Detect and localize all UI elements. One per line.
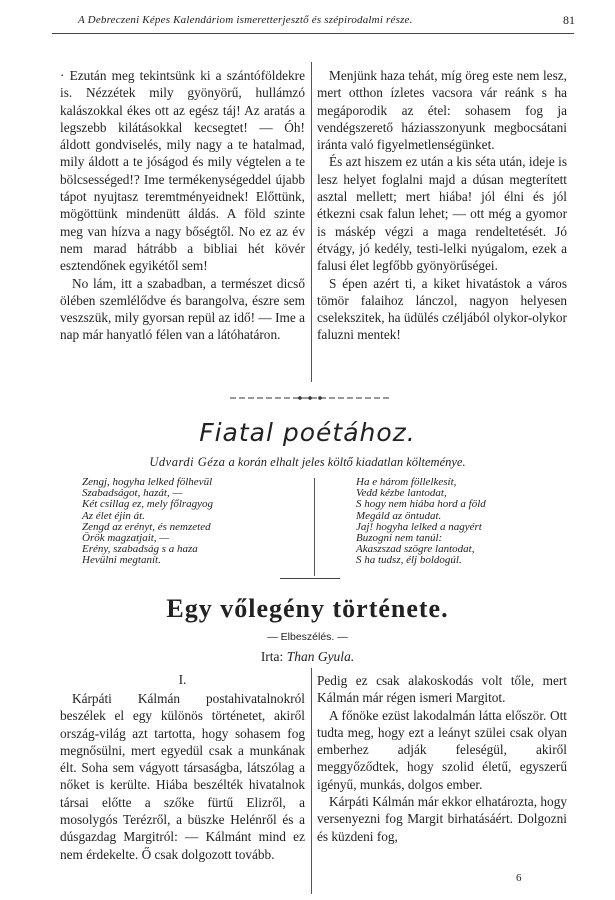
- signature-mark: 6: [516, 872, 522, 884]
- poem-subtitle: [0, 455, 615, 470]
- story-title: Egy vőlegény története.: [166, 594, 449, 623]
- upper-left-column: [60, 67, 305, 344]
- column-divider: [311, 668, 312, 894]
- story-left-column: [60, 690, 305, 863]
- story-genre: — Elbeszélés. —: [267, 631, 348, 643]
- paragraph: S épen azért ti, a kiket hivatástok a város tömör falaihoz lánczol, nagyon helyesen cselekszitek, ha üdülés czéljából olykor-olykor faluzni mentek!: [317, 275, 567, 343]
- paragraph: Kárpáti Kálmán postahivatalnokról beszélek el egy különös történetet, akiről ország-világ azt tartotta, hogy sohasem fog megnősülni, mert egyedül csak a munkának élt. Soha sem vágyott társaságba, látszólag a nőket is kerülte. Hiába beszélték hivatalnok társai előtte a szőke fürtű Elizről, a mosolygós Terézről, a büszke Helénről és a dúsgazdag Margitról: — Kálmánt mind ez nem érdekelte. Ő csak dolgozott tovább.: [60, 691, 305, 862]
- paragraph: Pedig ez csak alakoskodás volt tőle, mert Kálmán már régen ismeri Margitot.: [317, 673, 567, 706]
- paragraph: Kárpáti Kálmán már ekkor elhatározta, hogy versenyezni fog Margit birhatásáért. Dolgozni és küzdeni fog,: [317, 794, 567, 844]
- paragraph: · Ezután meg tekintsünk ki a szántóföldekre is. Nézzétek mily gyönyörű, hullámzó kalászokkal ékes ott az egész táj! Az aratás a legszebb kilátásokkal kecsegtet! — Óh! áldott gondviselés, mily nagy a te hatalmad, mily áldott a te jóságod és mily végtelen a te bölcsességed!? Ime termékenységeddel újabb tápot nyujtasz teremtményeidnek! Előttünk, mögöttünk mindenütt áldás. A föld szinte meg van hízva a nagy bőségtől. No ez az év nem marad hátrább a bibliai hét kövér esztendőnek egyikétől sem!: [60, 68, 305, 274]
- poem-divider: [314, 478, 315, 576]
- paragraph: És azt hiszem ez után a kis séta után, ideje is lesz helyet foglalni majd a dúsan megterített asztal mellett; mert hiába! jól élni és jól étkezni csak falun lehet; — ott még a gyomor is máskép végzi a maga rendeltetését. Jó étvágy, jó kedély, testi-lelki nyúgalom, ezek a falusi élet legfőbb gyönyörűségei.: [317, 154, 567, 274]
- poem-left-stanza: Zengj, hogyha lelked fölhevül Szabadságot, hazát, — Két csillag ez, mely főlragyog Az élet éjin át. Zengd az erényt, és nemzeted Örök magzatjait, — Erény, szabadság s a haza Hevülni megtanít.: [82, 476, 214, 567]
- chapter-number: I.: [178, 672, 187, 687]
- story-right-column: [317, 672, 567, 845]
- ornament-divider: [230, 396, 390, 400]
- poem-author: Udvardi Géza: [149, 455, 226, 469]
- paragraph: No lám, itt a szabadban, a természet dicső ölében szemlélődve és barangolva, észre sem veszszük, mily gyorsan repül az idő! — Ime a nap már hanyatló félen van a látóhatáron.: [60, 275, 305, 343]
- running-header: A Debreczeni Képes Kalendáriom ismeretterjesztő és szépirodalmi része.: [78, 14, 413, 26]
- poem-title: Fiatal poétához.: [199, 418, 416, 447]
- section-rule: [280, 578, 340, 579]
- paragraph: A főnöke ezüst lakodalmán látta először. Ott tudta meg, hogy ezt a leányt szülei csak olyan emberhez adják feleségül, akiről meggyőződtek, hogy szolid életű, egyszerű igényű, munkás, dolgos ember.: [317, 707, 567, 792]
- poem-right-stanza: Ha e három föllelkesít, Vedd kézbe lantodat, S hogy nem hiába hord a föld Megáld az öntudat. Jaj! hogyha lelked a nagyért Buzogni nem tanúl: Akaszszad szögre lantodat, S ha tudsz, élj boldogúl.: [356, 476, 486, 567]
- byline-prefix: Irta:: [260, 649, 287, 664]
- story-author: Than Gyula.: [286, 649, 355, 664]
- upper-right-column: [317, 67, 567, 344]
- page-number: 81: [563, 13, 575, 27]
- header-rule: [52, 33, 574, 34]
- story-byline: [0, 649, 615, 665]
- column-divider: [311, 62, 312, 382]
- poem-subtitle-text: a korán elhalt jeles költő kiadatlan költeménye.: [225, 455, 466, 469]
- paragraph: Menjünk haza tehát, míg öreg este nem lesz, mert otthon ízletes vacsora vár reánk s ha megáporodik az étel: sohasem fog ja vendégszerető háziasszonyunk megbocsátani iránta való figyelmetlenségünket.: [317, 68, 567, 153]
